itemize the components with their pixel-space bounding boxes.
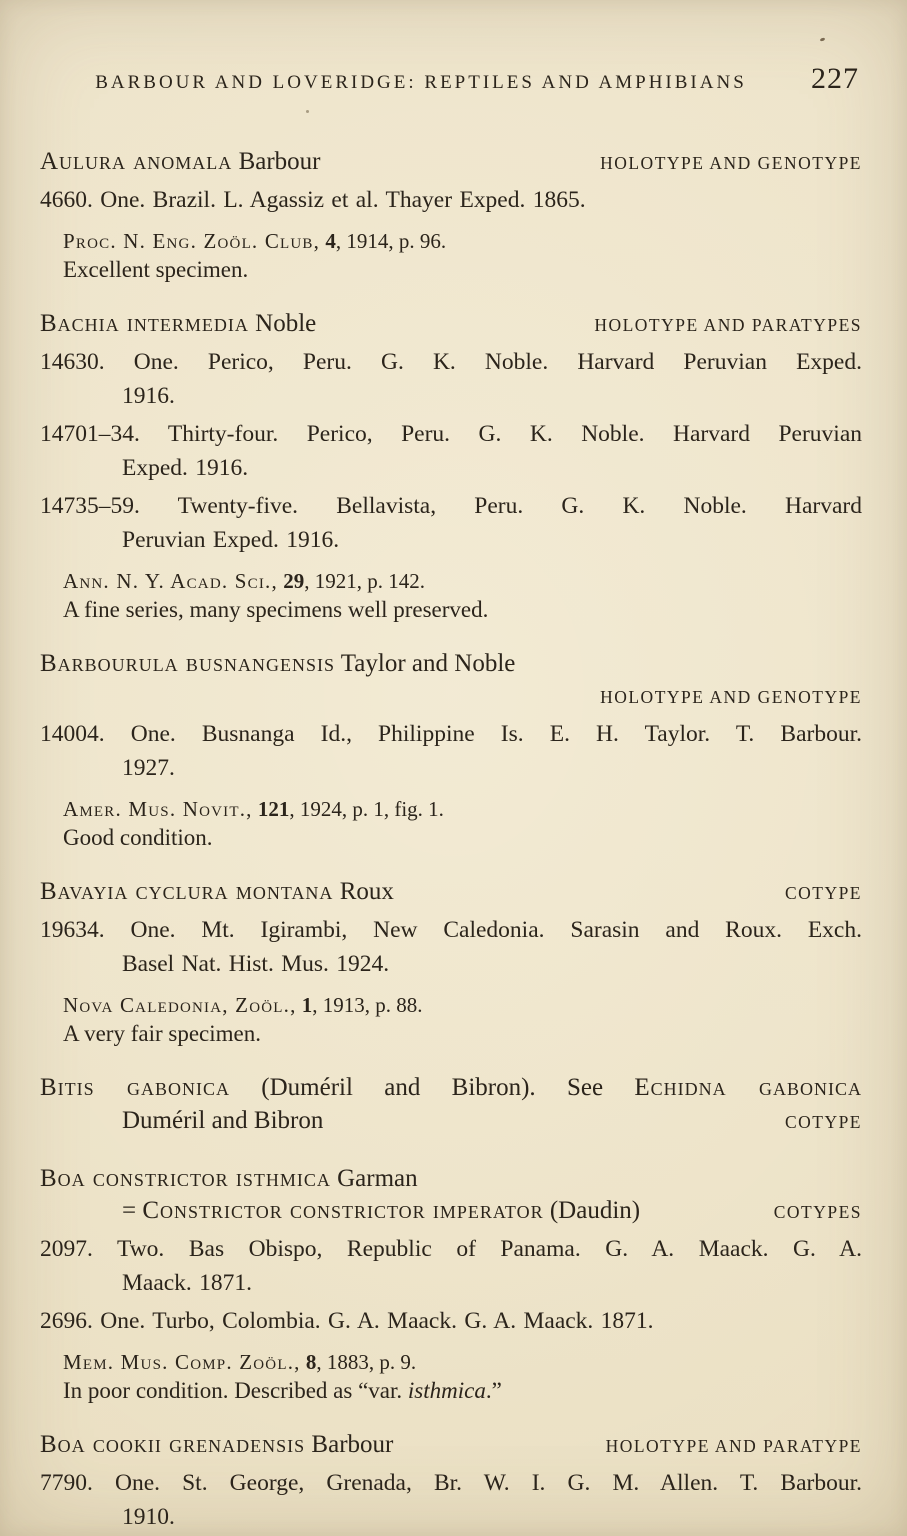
record-line: Exped. 1916.	[122, 455, 249, 481]
entry-heading	[40, 648, 862, 680]
species-author: Roux	[339, 878, 394, 905]
citation	[63, 795, 862, 823]
catalog-entry-bavayia-cyclura-montana	[40, 876, 862, 1048]
specimen-record	[40, 417, 862, 485]
note-text: In poor condition. Described as “var.	[63, 1378, 408, 1403]
equals-sign: =	[122, 1197, 143, 1224]
ink-speck	[306, 110, 309, 113]
specimen-record	[40, 717, 862, 785]
record-line: 1916.	[122, 383, 175, 409]
citation-volume: 29	[283, 569, 305, 593]
record-line: 14630. One. Perico, Peru. G. K. Noble. Harvard Peruvian Exped.	[40, 349, 862, 375]
species-author: Barbour	[238, 148, 321, 175]
catalog-entry-bitis-gabonica-crossref	[40, 1072, 862, 1139]
citation-source: Amer. Mus. Novit.,	[63, 797, 253, 821]
entry-heading-continuation	[122, 1104, 862, 1139]
page-number: 227	[811, 62, 859, 95]
entry-heading	[40, 876, 862, 909]
type-status-label: COTYPE	[784, 883, 862, 903]
catalog-entry-aulura-anomala	[40, 146, 862, 284]
citation-source: Ann. N. Y. Acad. Sci.,	[63, 569, 278, 593]
catalog-entry-barbourula-busnangensis	[40, 648, 862, 852]
record-line: 1927.	[122, 755, 175, 781]
note-text: .”	[485, 1378, 502, 1403]
specimen-record	[40, 1466, 862, 1534]
citation-info: , 1913, p. 88.	[312, 993, 423, 1017]
citation-volume: 121	[257, 797, 290, 821]
citation-info: , 1914, p. 96.	[335, 229, 447, 253]
species-name: Boa cookii grenadensis	[40, 1431, 306, 1458]
citation-info: , 1883, p. 9.	[316, 1350, 417, 1374]
citation-volume: 8	[305, 1350, 317, 1374]
synonym-author: (Daudin)	[543, 1197, 641, 1224]
catalog-entry-bachia-intermedia	[40, 308, 862, 624]
species-name: Bitis gabonica	[40, 1074, 230, 1101]
citation-source: Proc. N. Eng. Zoöl. Club,	[63, 229, 321, 253]
citation-info: , 1921, p. 142.	[304, 569, 425, 593]
specimen-record	[40, 489, 862, 557]
condition-note: A fine series, many specimens well preserved.	[63, 597, 489, 622]
entry-heading	[40, 1072, 862, 1104]
specimen-record	[40, 183, 862, 217]
catalog-entry-boa-cookii-grenadensis	[40, 1429, 862, 1534]
record-line: 19634. One. Mt. Igirambi, New Caledonia. Sarasin and Roux. Exch.	[40, 917, 862, 943]
condition-note: Excellent specimen.	[63, 257, 249, 282]
condition-note: Good condition.	[63, 825, 213, 850]
species-name: Bachia intermedia	[40, 310, 249, 337]
type-status-row	[40, 680, 862, 713]
record-line: Peruvian Exped. 1916.	[122, 527, 340, 553]
synonym-line	[122, 1195, 640, 1227]
record-line: 2696. One. Turbo, Colombia. G. A. Maack. G. A. Maack. 1871.	[40, 1308, 654, 1334]
ink-speck	[820, 37, 826, 42]
entry-heading	[40, 146, 862, 179]
page-header	[40, 62, 862, 106]
specimen-record	[40, 1304, 862, 1338]
citation-volume: 1	[301, 993, 313, 1017]
condition-note	[63, 1376, 862, 1405]
specimen-record	[40, 345, 862, 413]
cross-ref-species-name: Echidna gabonica	[634, 1074, 862, 1101]
species-name-line	[40, 876, 394, 908]
record-line: 14701–34. Thirty-four. Perico, Peru. G. K. Noble. Harvard Peruvian	[40, 421, 862, 447]
species-author: Taylor and Noble	[340, 650, 516, 677]
citation	[63, 1348, 862, 1376]
species-author: Noble	[255, 310, 317, 337]
species-name-line	[40, 308, 316, 340]
citation-info: , 1924, p. 1, fig. 1.	[289, 797, 444, 821]
citation	[63, 991, 862, 1019]
citation-source: Mem. Mus. Comp. Zoöl.,	[63, 1350, 301, 1374]
synonym-species-name: Constrictor constrictor imperator	[142, 1197, 544, 1224]
catalog-entry-boa-constrictor-isthmica	[40, 1163, 862, 1405]
specimen-record	[40, 1232, 862, 1300]
species-name: Barbourula busnangensis	[40, 650, 335, 677]
type-status-label: COTYPE	[784, 1112, 862, 1132]
citation-volume: 4	[325, 229, 336, 253]
record-line: 4660. One. Brazil. L. Agassiz et al. Thayer Exped. 1865.	[40, 187, 586, 213]
citation	[63, 227, 862, 255]
specimen-record	[40, 913, 862, 981]
record-line: Maack. 1871.	[122, 1270, 253, 1296]
record-line: 14004. One. Busnanga Id., Philippine Is. E. H. Taylor. T. Barbour.	[40, 721, 862, 747]
cross-ref-text: (Duméril and Bibron). See	[229, 1074, 635, 1101]
entry-heading	[40, 1163, 862, 1195]
type-status-label: HOLOTYPE AND PARATYPE	[605, 1436, 862, 1456]
entry-heading	[40, 308, 862, 341]
record-line: 1910.	[122, 1504, 175, 1530]
condition-note: A very fair specimen.	[63, 1021, 261, 1046]
record-line: 2097. Two. Bas Obispo, Republic of Panama. G. A. Maack. G. A.	[40, 1236, 862, 1262]
species-author: Barbour	[311, 1431, 394, 1458]
record-line: Basel Nat. Hist. Mus. 1924.	[122, 951, 390, 977]
species-author: Garman	[337, 1165, 418, 1192]
citation-source: Nova Caledonia, Zoöl.,	[63, 993, 297, 1017]
running-head: BARBOUR AND LOVERIDGE: REPTILES AND AMPHIBIANS	[95, 72, 747, 93]
species-name-line	[40, 146, 320, 178]
cross-ref-author: Duméril and Bibron	[122, 1107, 324, 1134]
species-name-line	[40, 648, 515, 680]
species-name-line	[40, 1163, 418, 1195]
citation	[63, 567, 862, 595]
entry-heading	[40, 1429, 862, 1462]
note-italic-text: isthmica	[407, 1378, 486, 1403]
species-name-line	[40, 1429, 393, 1461]
type-status-label: HOLOTYPE AND PARATYPES	[594, 315, 862, 335]
record-line: 14735–59. Twenty-five. Bellavista, Peru. G. K. Noble. Harvard	[40, 493, 862, 519]
type-status-label: HOLOTYPE AND GENOTYPE	[600, 687, 862, 707]
type-status-label: HOLOTYPE AND GENOTYPE	[600, 153, 862, 173]
type-status-label: COTYPES	[773, 1202, 862, 1222]
synonym-row	[122, 1195, 862, 1228]
species-name: Boa constrictor isthmica	[40, 1165, 331, 1192]
species-name: Bavayia cyclura montana	[40, 878, 334, 905]
species-name: Aulura anomala	[40, 148, 233, 175]
record-line: 7790. One. St. George, Grenada, Br. W. I. G. M. Allen. T. Barbour.	[40, 1470, 862, 1496]
